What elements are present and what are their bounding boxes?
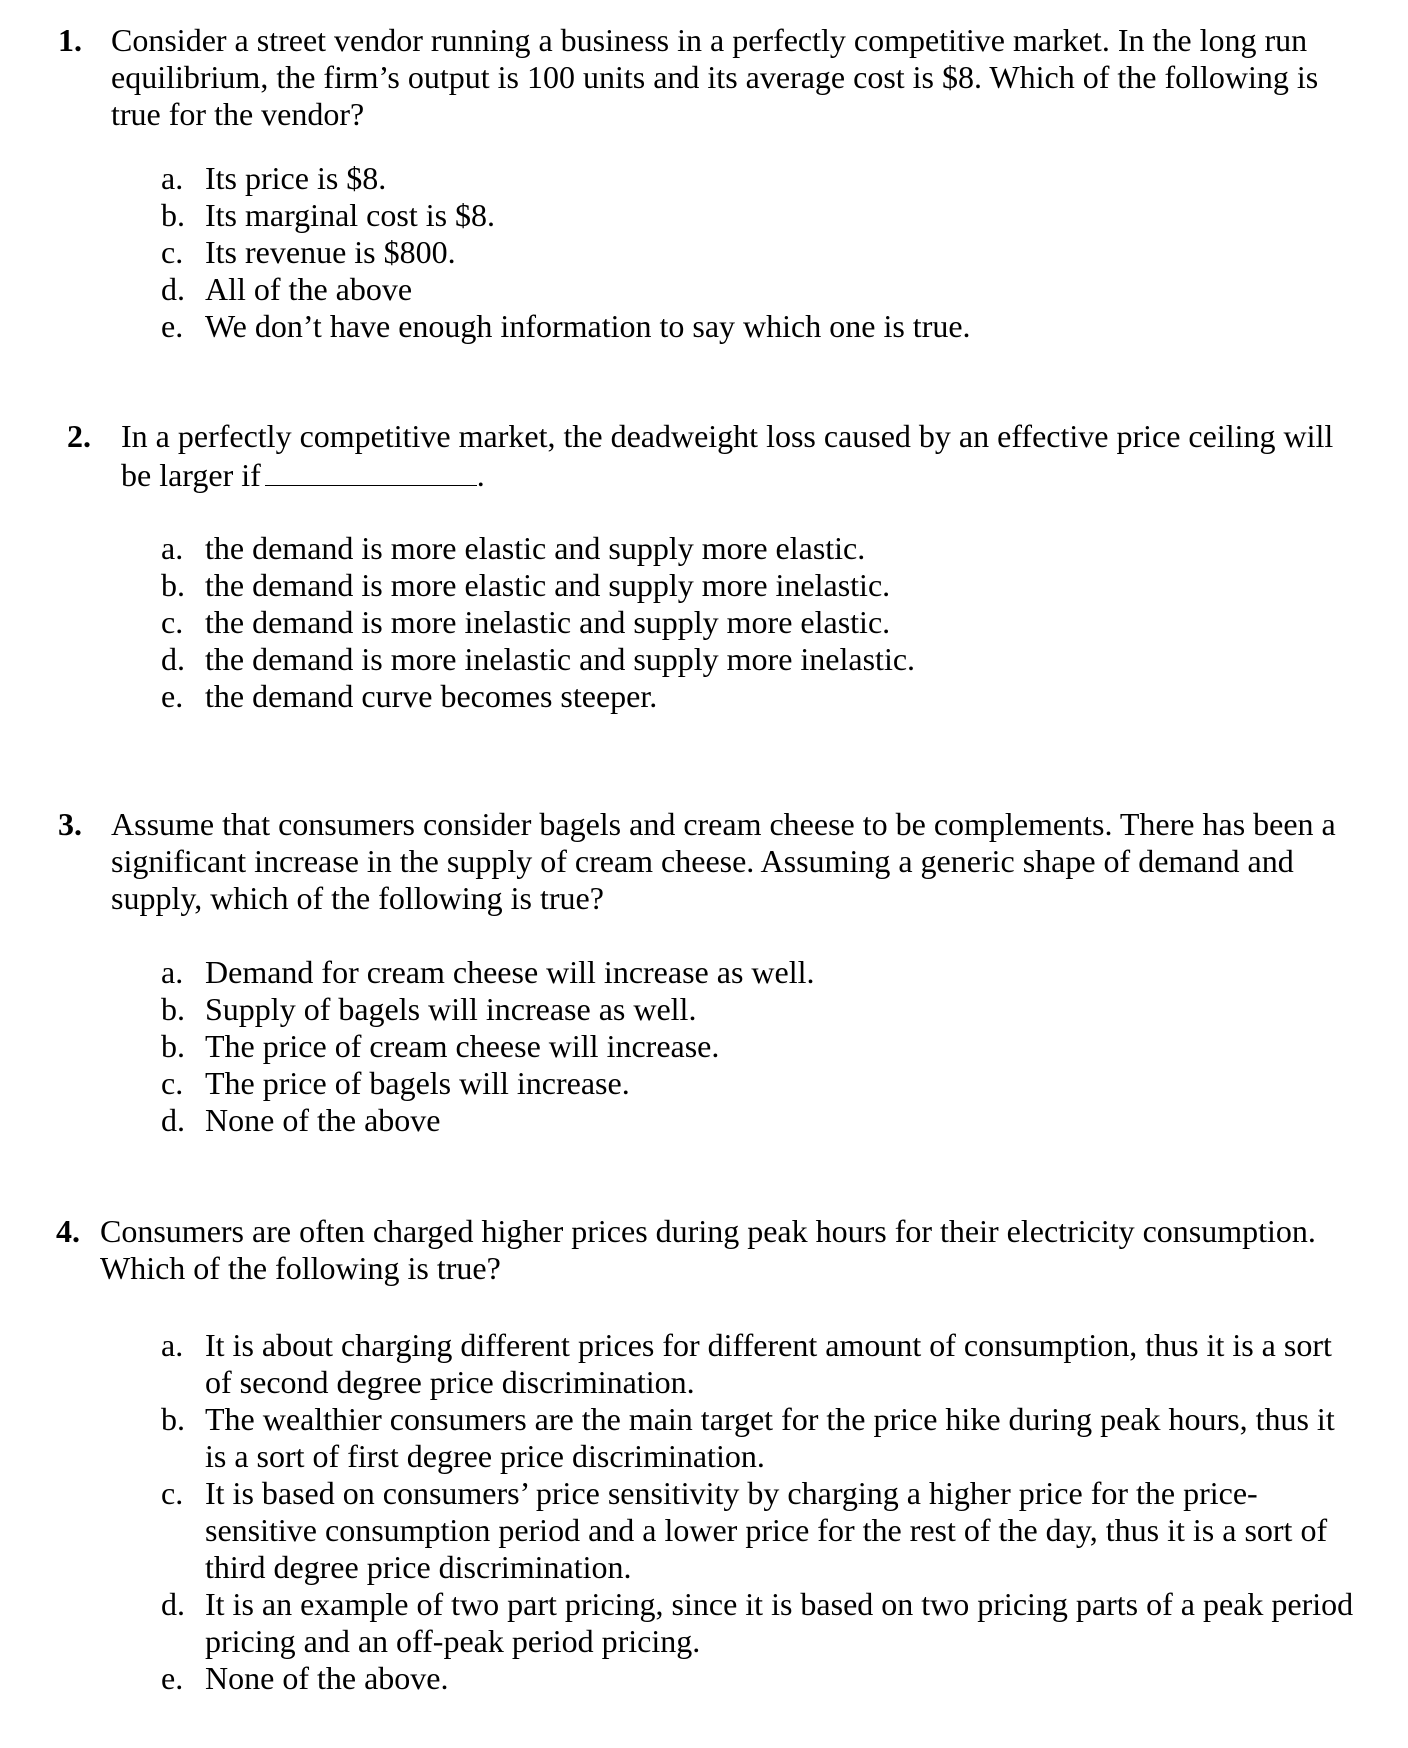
option-item: [161, 1065, 1361, 1102]
option-text: The price of bagels will increase.: [205, 1065, 630, 1101]
option-label: c.: [161, 1065, 184, 1101]
option-item: [161, 1401, 1361, 1475]
option-item: [161, 1475, 1361, 1586]
option-text: Its price is $8.: [205, 160, 387, 196]
option-text: Supply of bagels will increase as well.: [205, 991, 697, 1027]
option-text: the demand is more inelastic and supply more elastic.: [205, 604, 891, 640]
option-text: We don’t have enough information to say which one is true.: [205, 308, 971, 344]
option-text: Its marginal cost is $8.: [205, 197, 496, 233]
option-label: b.: [161, 1028, 185, 1064]
option-label: b.: [161, 567, 185, 603]
option-label: c.: [161, 1475, 184, 1511]
option-label: e.: [161, 308, 184, 344]
option-text: the demand is more inelastic and supply more inelastic.: [205, 641, 916, 677]
option-label: c.: [161, 604, 184, 640]
option-label: d.: [161, 271, 185, 307]
option-text: Its revenue is $800.: [205, 234, 456, 270]
option-item: [161, 567, 1361, 604]
question-text: [121, 418, 1361, 494]
option-item: [161, 678, 1361, 715]
option-item: [161, 234, 1361, 271]
option-label: a.: [161, 160, 184, 196]
option-text: the demand curve becomes steeper.: [205, 678, 658, 714]
option-item: [161, 308, 1361, 345]
option-item: [161, 197, 1361, 234]
option-item: [161, 1327, 1361, 1401]
option-label: a.: [161, 530, 184, 566]
option-text: None of the above: [205, 1102, 441, 1138]
option-label: b.: [161, 197, 185, 233]
option-item: [161, 160, 1361, 197]
option-label: d.: [161, 1586, 185, 1622]
question-number: 2.: [67, 418, 91, 454]
option-item: [161, 1660, 1361, 1697]
question-number: 4.: [56, 1213, 80, 1249]
options-list: [161, 1327, 1361, 1697]
option-item: [161, 604, 1361, 641]
option-text: Demand for cream cheese will increase as well.: [205, 954, 815, 990]
answer-blank: [265, 455, 477, 486]
option-text: It is an example of two part pricing, since it is based on two pricing parts of a peak period pricing and an off-peak period pricing.: [205, 1586, 1354, 1659]
option-text: the demand is more elastic and supply more elastic.: [205, 530, 866, 566]
question-text: Consider a street vendor running a business in a perfectly competitive market. In the long run equilibrium, the firm’s output is 100 units and its average cost is $8. Which of the following is true for the vendor?: [111, 22, 1319, 132]
option-label: e.: [161, 1660, 184, 1696]
option-label: a.: [161, 954, 184, 990]
option-item: [161, 641, 1361, 678]
question-text-body: In a perfectly competitive market, the deadweight loss caused by an effective price ceiling will be larger if: [121, 418, 1334, 493]
option-text: The wealthier consumers are the main target for the price hike during peak hours, thus it is a sort of first degree price discrimination.: [205, 1401, 1335, 1474]
question-text: Consumers are often charged higher prices during peak hours for their electricity consumption. Which of the following is true?: [100, 1213, 1316, 1286]
option-text: It is based on consumers’ price sensitivity by charging a higher price for the price-sensitive consumption period and a lower price for the rest of the day, thus it is a sort of third degree price discrimination.: [205, 1475, 1328, 1585]
option-item: [161, 1028, 1361, 1065]
question-number: 1.: [58, 22, 82, 58]
option-text: It is about charging different prices for different amount of consumption, thus it is a sort of second degree price discrimination.: [205, 1327, 1332, 1400]
option-label: d.: [161, 1102, 185, 1138]
options-list: [161, 160, 1361, 345]
option-label: e.: [161, 678, 184, 714]
option-text: the demand is more elastic and supply more inelastic.: [205, 567, 891, 603]
option-label: c.: [161, 234, 184, 270]
question-number: 3.: [58, 806, 82, 842]
options-list: [161, 954, 1361, 1139]
option-text: All of the above: [205, 271, 413, 307]
option-label: a.: [161, 1327, 184, 1363]
option-item: [161, 991, 1361, 1028]
option-text: The price of cream cheese will increase.: [205, 1028, 720, 1064]
option-item: [161, 530, 1361, 567]
question-text: Assume that consumers consider bagels and cream cheese to be complements. There has been a significant increase in the supply of cream cheese. Assuming a generic shape of demand and supply, which of the following is true?: [111, 806, 1336, 916]
blank-end: .: [476, 457, 485, 493]
option-item: [161, 1586, 1361, 1660]
option-text: None of the above.: [205, 1660, 449, 1696]
option-item: [161, 1102, 1361, 1139]
options-list: [161, 530, 1361, 715]
option-label: b.: [161, 1401, 185, 1437]
option-label: d.: [161, 641, 185, 677]
option-item: [161, 271, 1361, 308]
option-item: [161, 954, 1361, 991]
option-label: b.: [161, 991, 185, 1027]
